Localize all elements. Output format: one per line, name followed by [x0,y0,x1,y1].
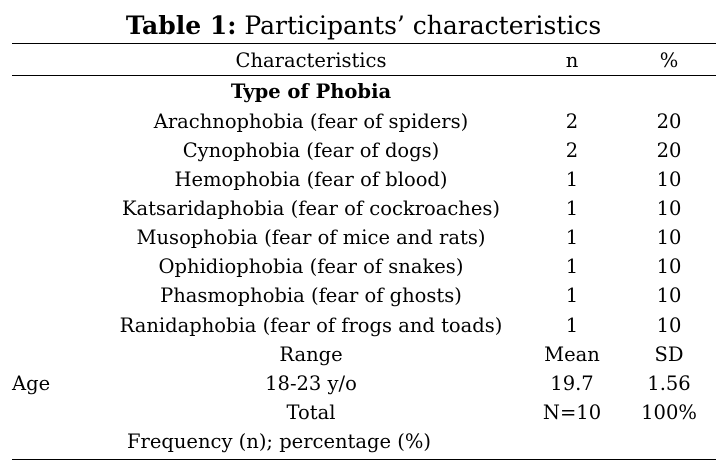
total-n: N=10 [542,401,602,424]
total-row [12,398,716,427]
table-row [12,311,716,340]
phobia-n: 2 [565,139,579,162]
age-range: 18-23 y/o [265,372,357,395]
total-label: Total [286,401,336,424]
phobia-percent: 20 [656,110,682,133]
phobia-name: Musophobia (fear of mice and rats) [136,226,486,249]
phobia-name: Arachnophobia (fear of spiders) [153,110,469,133]
table-row [12,281,716,310]
table-header-row [12,46,716,75]
phobia-name: Ophidiophobia (fear of snakes) [158,255,464,278]
phobia-name: Ranidaphobia (fear of frogs and toads) [119,314,503,337]
phobia-percent: 10 [656,226,682,249]
age-label: Age [12,372,51,395]
phobia-percent: 10 [656,314,682,337]
header-percent: % [659,49,679,72]
phobia-name: Hemophobia (fear of blood) [174,168,448,191]
table-footnote: Frequency (n); percentage (%) [126,430,431,453]
table-row [12,252,716,281]
total-percent: 100% [641,401,697,424]
table-caption [0,11,727,41]
table-row [12,107,716,136]
phobia-name: Phasmophobia (fear of ghosts) [160,284,462,307]
age-sd-header: SD [654,343,684,366]
phobia-percent: 20 [656,139,682,162]
age-mean: 19.7 [550,372,594,395]
phobia-percent: 10 [656,168,682,191]
phobia-n: 1 [565,226,579,249]
age-range-header: Range [279,343,343,366]
phobia-percent: 10 [656,197,682,220]
table-top-rule [12,43,716,44]
table-row [12,194,716,223]
phobia-percent: 10 [656,255,682,278]
table-row [12,223,716,252]
phobia-n: 1 [565,168,579,191]
phobia-n: 1 [565,197,579,220]
age-header-row [12,340,716,369]
table-caption-text: Participants’ characteristics [244,11,602,40]
phobia-name: Cynophobia (fear of dogs) [182,139,440,162]
table-bottom-rule [12,459,716,460]
age-mean-header: Mean [544,343,600,366]
phobia-n: 1 [565,255,579,278]
header-characteristics: Characteristics [235,49,387,72]
table-row [12,165,716,194]
age-sd: 1.56 [647,372,691,395]
phobia-n: 2 [565,110,579,133]
table-header-rule [12,75,716,76]
table-caption-label: Table 1: [125,11,237,40]
footnote-row [12,427,716,456]
phobia-n: 1 [565,284,579,307]
header-n: n [565,49,579,72]
table-row [12,136,716,165]
phobia-name: Katsaridaphobia (fear of cockroaches) [121,197,501,220]
phobia-n: 1 [565,314,579,337]
phobia-percent: 10 [656,284,682,307]
section-title: Type of Phobia [230,80,392,103]
section-title-row [12,77,716,106]
age-row [12,369,716,398]
